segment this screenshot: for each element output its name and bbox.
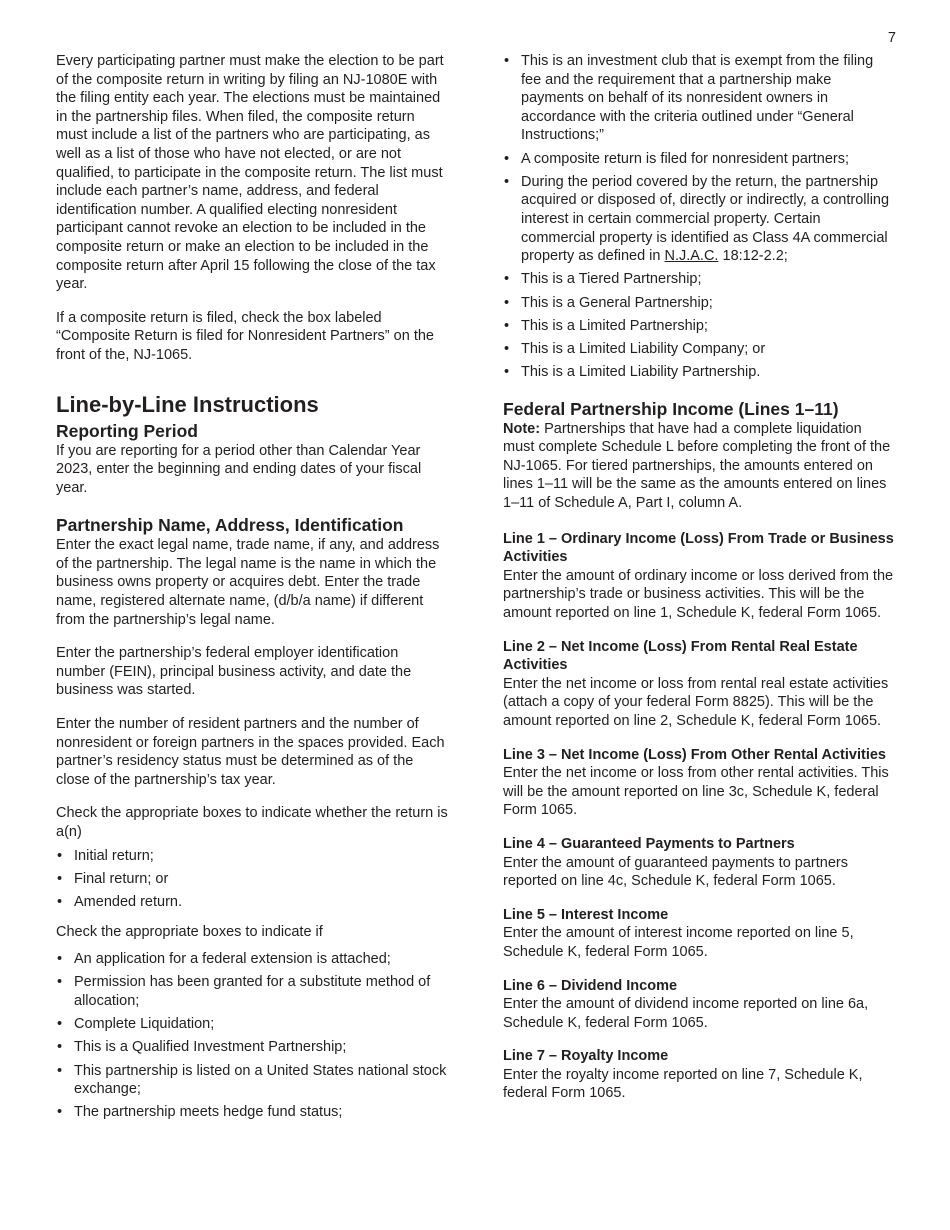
- line-6-text: Enter the amount of dividend income reported on line 6a, Schedule K, federal Form 1065.: [503, 996, 869, 1031]
- list-item: • Final return; or: [56, 870, 448, 889]
- composite-checkbox-paragraph: If a composite return is filed, check the box labeled “Composite Return is filed for Nonresident Partners” on the front of the, NJ-1065.: [56, 309, 434, 363]
- njac-link[interactable]: N.J.A.C.: [664, 248, 719, 265]
- line-5-text: Enter the amount of interest income reported on line 5, Schedule K, federal Form 1065.: [503, 925, 854, 960]
- left-column: [56, 52, 448, 1126]
- list-item: • This is a Qualified Investment Partnership;: [56, 1038, 448, 1057]
- return-type-intro: Check the appropriate boxes to indicate whether the return is a(n): [56, 805, 448, 840]
- partnership-type-list: [503, 52, 895, 382]
- reporting-period-heading: Reporting Period: [56, 420, 198, 441]
- federal-income-heading: Federal Partnership Income (Lines 1–11): [503, 398, 839, 419]
- indicate-if-list: [56, 950, 448, 1122]
- right-column: [503, 52, 895, 1103]
- list-item: • This is a Limited Partnership;: [503, 317, 895, 336]
- return-type-list: [56, 847, 448, 912]
- list-item: • Initial return;: [56, 847, 448, 866]
- line-4-heading: Line 4 – Guaranteed Payments to Partners: [503, 835, 795, 852]
- list-item: • This is a General Partnership;: [503, 294, 895, 313]
- list-item: • This is a Limited Liability Partnership.: [503, 363, 895, 382]
- partnership-name-paragraph: Enter the exact legal name, trade name, if any, and address of the partnership. The legal name is the name in which the business owns property or acquires debt. Enter the trade name, registered alternate name, (d/b/a name) if different from the partnership’s legal name.: [56, 537, 440, 628]
- line-1-heading: Line 1 – Ordinary Income (Loss) From Trade or Business Activities: [503, 530, 894, 566]
- list-item: • A composite return is filed for nonresident partners;: [503, 150, 895, 169]
- njac-citation: 18:12-2.2;: [722, 248, 788, 265]
- list-item: • This is a Limited Liability Company; or: [503, 340, 895, 359]
- line-3-heading: Line 3 – Net Income (Loss) From Other Rental Activities: [503, 746, 886, 763]
- page-number: 7: [887, 30, 896, 46]
- line-3-text: Enter the net income or loss from other rental activities. This will be the amount reported on line 3c, Schedule K, federal Form 1065.: [503, 765, 889, 819]
- line-5-heading: Line 5 – Interest Income: [503, 906, 669, 923]
- partners-count-paragraph: Enter the number of resident partners and the number of nonresident or foreign partners in the spaces provided. Each partner’s residency status must be determined as of the close of the partnership’s tax year.: [56, 716, 445, 788]
- partnership-name-heading: Partnership Name, Address, Identification: [56, 515, 404, 536]
- list-item: [503, 173, 895, 266]
- list-item: • Amended return.: [56, 893, 448, 912]
- line-2-heading: Line 2 – Net Income (Loss) From Rental Real Estate Activities: [503, 638, 858, 674]
- line-2-text: Enter the net income or loss from rental real estate activities (attach a copy of your federal Form 8825). This will be the amount reported on line 2, Schedule K, federal Form 1065.: [503, 675, 889, 729]
- line-7-text: Enter the royalty income reported on line 7, Schedule K, federal Form 1065.: [503, 1066, 863, 1102]
- note-label: Note:: [503, 420, 541, 437]
- list-item: • Complete Liquidation;: [56, 1015, 448, 1034]
- list-item: • This is a Tiered Partnership;: [503, 270, 895, 289]
- line-7-heading: Line 7 – Royalty Income: [503, 1048, 669, 1065]
- note-text: Partnerships that have had a complete liquidation must complete Schedule L before completing the front of the NJ-1065. For tiered partnerships, the amounts entered on lines 1–11 will be the same as the amounts entered on lines 1–11 of Schedule A, Part I, column A.: [503, 420, 891, 512]
- commercial-property-text: During the period covered by the return, the partnership acquired or disposed of, directly or indirectly, a controlling interest in certain commercial property. Certain commercial property is identified as Class 4A commercial property as defined in: [521, 173, 890, 265]
- composite-election-paragraph: Every participating partner must make the election to be part of the composite return in writing by filing an NJ-1080E with the filing entity each year. The elections must be maintained in the partnership files. When filed, the composite return must include a list of the partners who are participating, as well as a list of those who have not elected, or are not qualified, to participate in the composite return. The list must include each partner’s name, address, and federal identification number. A qualified electing nonresident participant cannot revoke an election to be included in the composite return or make an election to be included in the composite return after April 15 following the close of the tax year.: [56, 53, 444, 293]
- list-item: • The partnership meets hedge fund status;: [56, 1103, 448, 1122]
- line-by-line-heading: Line-by-Line Instructions: [56, 391, 319, 417]
- list-item: • An application for a federal extension is attached;: [56, 950, 448, 969]
- indicate-if-intro: Check the appropriate boxes to indicate if: [56, 923, 323, 940]
- line-4-text: Enter the amount of guaranteed payments to partners reported on line 4c, Schedule K, federal Form 1065.: [503, 854, 848, 890]
- line-6-heading: Line 6 – Dividend Income: [503, 977, 678, 994]
- fein-paragraph: Enter the partnership’s federal employer identification number (FEIN), principal business activity, and date the business was started.: [56, 645, 412, 699]
- note-paragraph: [503, 420, 895, 513]
- list-item: • Permission has been granted for a substitute method of allocation;: [56, 973, 448, 1010]
- line-1-text: Enter the amount of ordinary income or loss derived from the partnership’s trade or business activities. This will be the amount reported on line 1, Schedule K, federal Form 1065.: [503, 567, 894, 621]
- reporting-period-text: If you are reporting for a period other than Calendar Year 2023, enter the beginning and ending dates of your fiscal year.: [56, 442, 422, 496]
- list-item: • This partnership is listed on a United States national stock exchange;: [56, 1062, 448, 1099]
- list-item: • This is an investment club that is exempt from the filing fee and the requirement that a partnership make payments on behalf of its nonresident owners in accordance with the criteria outlined under “General Instructions;”: [503, 52, 895, 145]
